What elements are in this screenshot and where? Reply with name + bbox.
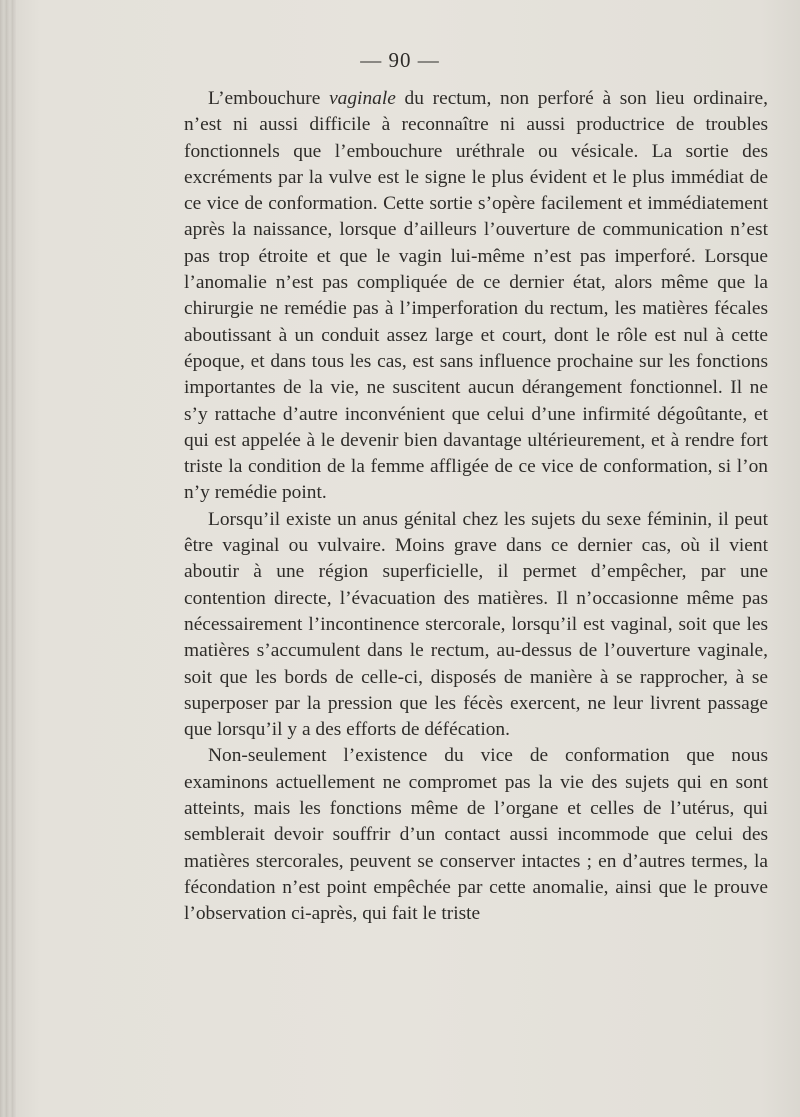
paragraph-3: Non-seulement l’existence du vice de conformation que nous examinons actuellement ne compromet pas la vie des sujets qui en sont atteints, mais les fonctions même de l’organe et celles de l’utérus, qui semblerait devoir souffrir d’un contact aussi incommode que celui des matières stercorales, peuvent se conserver intactes ; en d’autres termes, la fécondation n’est point empêchée par cette anomalie, ainsi que le prouve l’observation ci-après, qui fait le triste bbox=[184, 745, 768, 925]
paragraph-2: Lorsqu’il existe un anus génital chez les sujets du sexe féminin, il peut être vaginal ou vulvaire. Moins grave dans ce dernier cas, où il vient aboutir à une région superficielle, il permet d’empêcher, par une contention directe, l’évacuation des matières. Il n’occasionne même pas nécessairement l’incontinence stercorale, lorsqu’il est vaginal, soit que les matières s’accumulent dans le rectum, au-dessus de l’ouverture vaginale, soit que les bords de celle-ci, disposés de manière à se rapprocher, à se superposer par la pression que les fécès exercent, ne leur livrent passage que lorsqu’il y a des efforts de défécation. bbox=[184, 508, 768, 741]
italic-term: vaginale bbox=[329, 88, 396, 109]
paragraph-1 bbox=[184, 86, 768, 507]
page-number: — 90 — bbox=[360, 48, 440, 72]
paragraph-1-start: L’embouchure bbox=[208, 88, 330, 109]
paragraph-1-rest: du rectum, non perforé à son lieu ordinaire, n’est ni aussi difficile à reconnaître ni aussi productrice de troubles fonctionnels que l’embouchure uréthrale ou vésicale. La sortie des excréments par la vulve est le signe le plus évident et le plus immédiat de ce vice de conformation. Cette sortie s’opère facilement et immédiatement après la naissance, lorsque d’ailleurs l’ouverture de communication n’est pas trop étroite et que le vagin lui-même n’est pas imperforé. Lorsque l’anomalie n’est pas compliquée de ce dernier état, alors même que la chirurgie ne remédie pas à l’imperforation du rectum, les matières fécales aboutissant à un conduit assez large et court, dont le rôle est nul à cette époque, et dans tous les cas, est sans influence prochaine sur les fonctions importantes de la vie, ne suscitent aucun dérangement fonctionnel. Il ne s’y rattache d’autre inconvénient que celui d’une infirmité dégoûtante, et qui est appelée à le devenir bien davantage ultérieurement, et à rendre fort triste la condition de la femme affligée de ce vice de conformation, si l’on n’y remédie point. bbox=[184, 88, 768, 504]
binding-edge bbox=[0, 0, 16, 1117]
body-text bbox=[184, 86, 768, 928]
